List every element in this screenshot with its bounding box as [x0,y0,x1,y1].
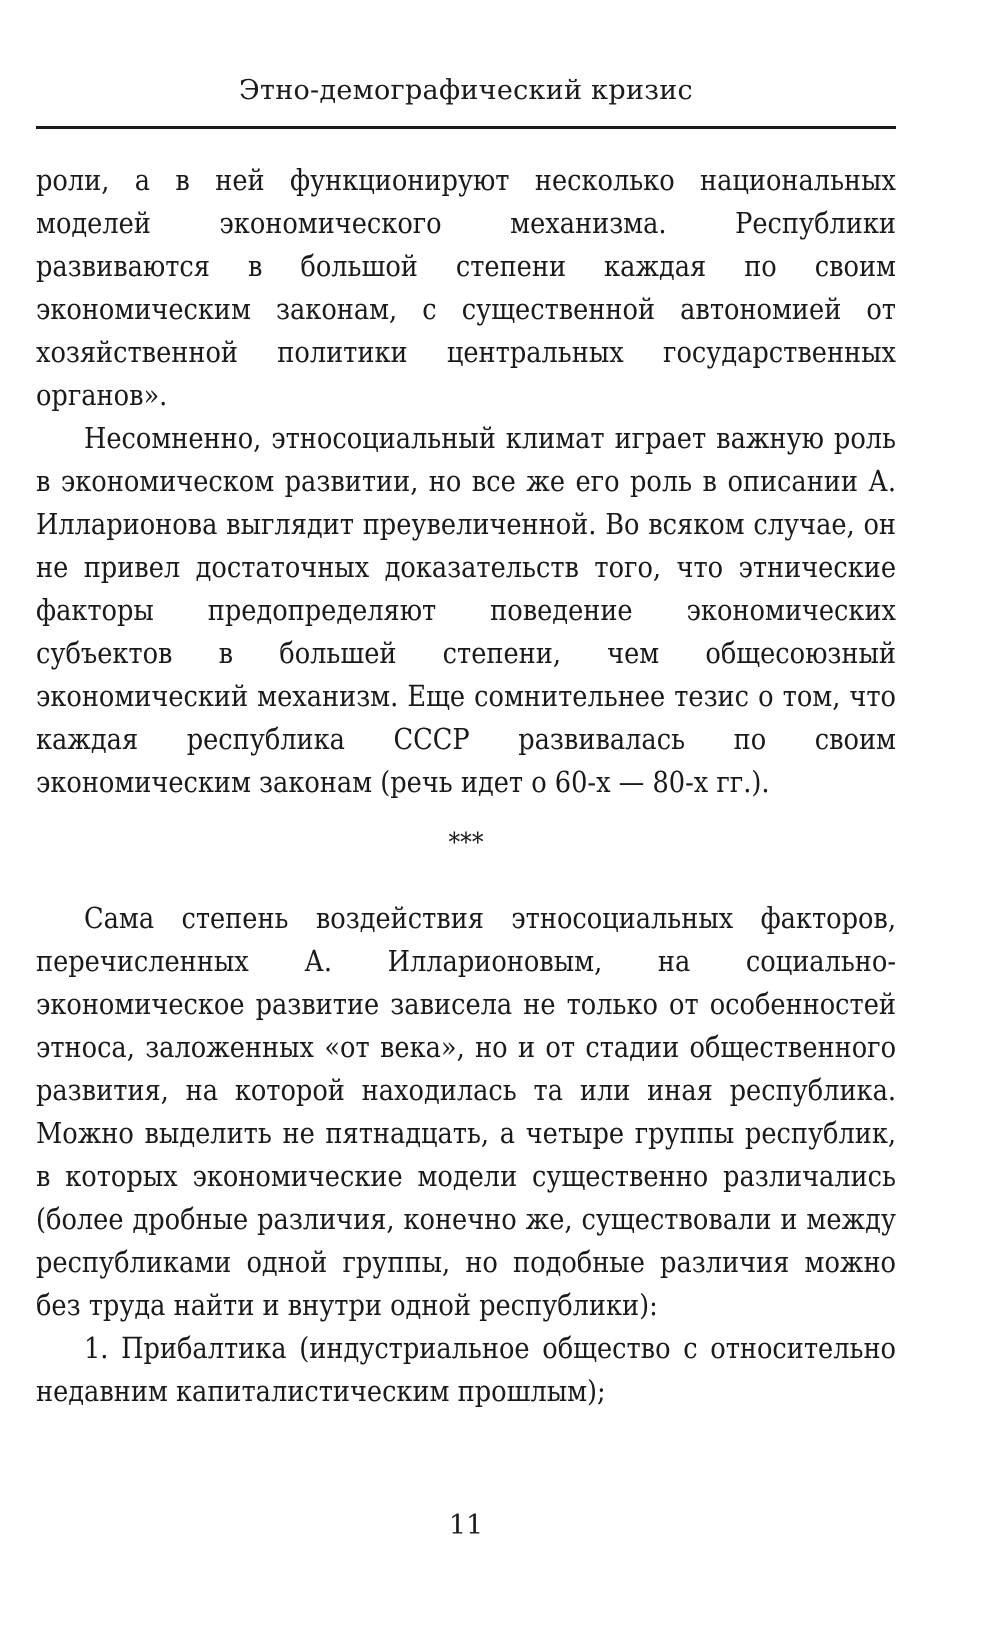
header-rule [36,126,896,129]
paragraph: Сама степень воздействия этносоциальных факторов, перечисленных А. Илларионовым, на социально-экономическое развитие зависела не только от особенностей этноса, заложенных «от века», но и от стадии общественного развития, на которой находилась та или иная республика. Можно выделить не пятнадцать, а четыре группы республик, в которых экономические модели существенно различались (более дробные различия, конечно же, существовали и между республиками одной группы, но подобные различия можно без труда найти и внутри одной республики): [36,902,896,1322]
section-separator: *** [448,828,484,858]
page-body [36,159,896,1413]
paragraph: Несомненно, этносоциальный климат играет важную роль в экономическом развитии, но все же его роль в описании А. Илларионова выглядит преувеличенной. Во всяком случае, он не привел достаточных доказательств того, что этнические факторы предопределяют поведение экономических субъектов в большей степени, чем общесоюзный экономический механизм. Еще сомнительнее тезис о том, что каждая республика СССР развивалась по своим экономическим законам (речь идет о 60-х — 80-х гг.). [36,422,896,799]
paragraph-continuation: роли, а в ней функционируют несколько национальных моделей экономического механизма. Республики развиваются в большой степени каждая по своим экономическим законам, с существенной автономией от хозяйственной политики центральных государственных органов». [36,164,896,412]
page-number: 11 [448,1510,484,1541]
running-header: Этно-демографический кризис [239,75,693,106]
list-item: 1. Прибалтика (индустриальное общество с относительно недавним капиталистическим прошлым); [36,1332,896,1408]
